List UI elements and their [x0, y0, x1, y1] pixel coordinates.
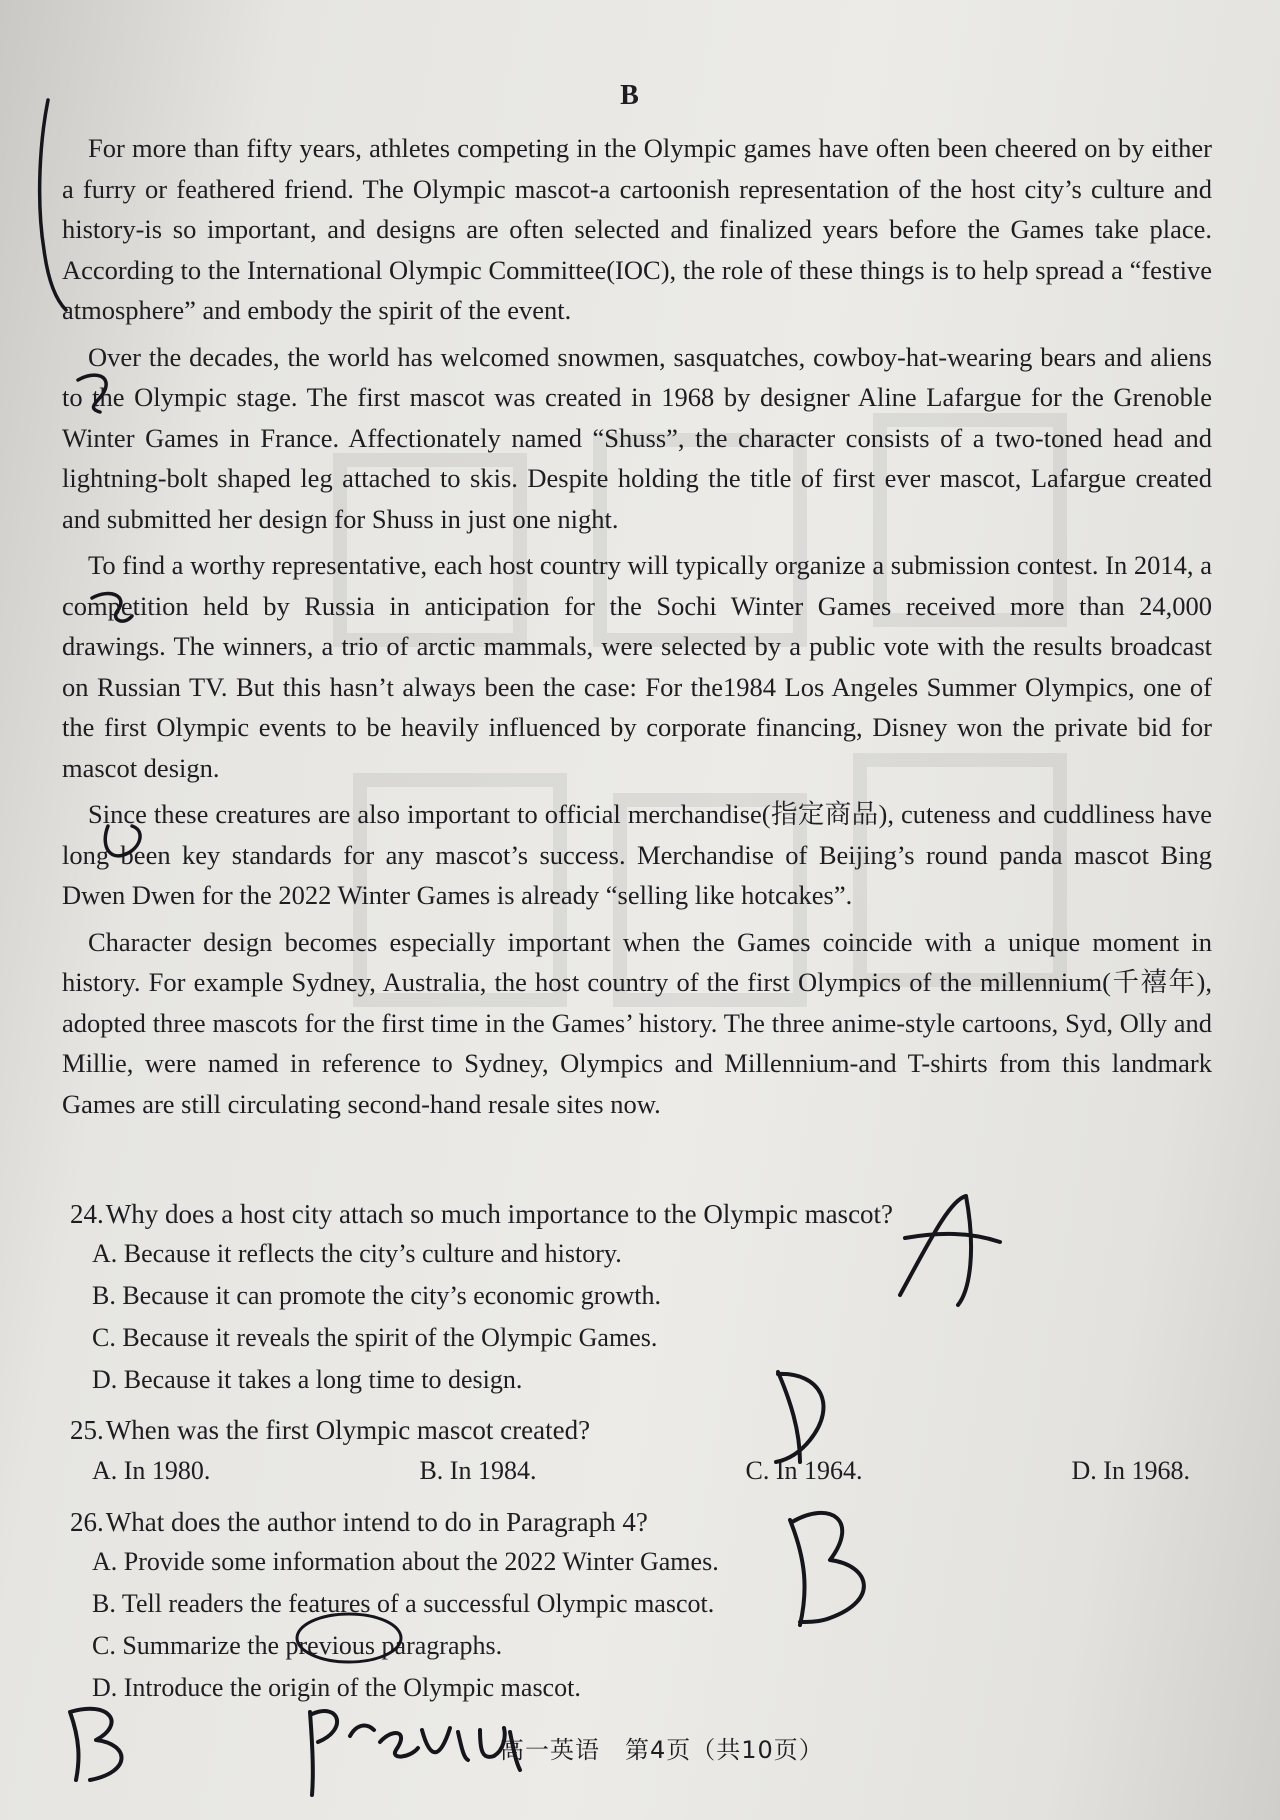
option-a[interactable]: A. Because it reflects the city’s culture and history.	[92, 1239, 622, 1268]
option-a[interactable]: A. Provide some information about the 2022 Winter Games.	[92, 1547, 719, 1576]
option-c[interactable]: C. In 1964.	[745, 1456, 863, 1485]
question-number: 26.	[70, 1507, 104, 1537]
handwritten-answer-b-bottom	[70, 1709, 122, 1780]
option-row	[70, 1449, 1210, 1493]
paragraph-2: Over the decades, the world has welcomed snowmen, sasquatches, cowboy-hat-wearing bears and aliens to the Olympic stage. The first mascot was created in 1968 by designer Aline Lafargue for the Grenoble Winter Games in France. Affectionately named “Shuss”, the character consists of a two-toned head and lightning-bolt shaped leg attached to skis. Despite holding the title of first ever mascot, Lafargue created and submitted her design for Shuss in just one night.	[62, 341, 1212, 534]
paragraph-1: For more than fifty years, athletes competing in the Olympic games have often been cheered on by either a furry or feathered friend. The Olympic mascot-a cartoonish representation of the host city’s culture and history-is so important, and designs are often selected and finalized years before the Games take place. According to the International Olympic Committee(IOC), the role of these things is to help spread a “festive atmosphere” and embody the spirit of the event.	[62, 133, 1212, 325]
paragraph-3: To find a worthy representative, each host country will typically organize a submission contest. In 2014, a competition held by Russia in anticipation for the Sochi Winter Games received more than 24,000 drawings. The winners, a trio of arctic mammals, were selected by a public vote with the results broadcast on Russian TV. But this hasn’t always been the case: For the1984 Los Angeles Summer Olympics, one of the first Olympic events to be heavily influenced by corporate financing, Disney won the private bid for mascot design.	[62, 550, 1212, 783]
option-d[interactable]: D. Because it takes a long time to design.	[92, 1365, 523, 1394]
option-c[interactable]: C. Summarize the previous paragraphs.	[92, 1631, 503, 1660]
page-footer: 高一英语 第4页（共10页）	[500, 1736, 824, 1764]
reading-passage	[62, 128, 1212, 1130]
question-24	[70, 1195, 1210, 1401]
question-stem	[70, 1195, 1210, 1233]
option-b[interactable]: B. In 1984.	[419, 1456, 537, 1485]
option-d[interactable]: D. Introduce the origin of the Olympic mascot.	[92, 1673, 581, 1702]
question-text: When was the first Olympic mascot created?	[105, 1415, 591, 1445]
question-text: What does the author intend to do in Paragraph 4?	[105, 1507, 648, 1537]
question-stem	[70, 1503, 1210, 1541]
question-number: 25.	[70, 1415, 104, 1445]
question-number: 24.	[70, 1199, 104, 1229]
question-list	[70, 1195, 1210, 1719]
option-b[interactable]: B. Tell readers the features of a successful Olympic mascot.	[92, 1589, 715, 1618]
handwritten-word-previous	[310, 1711, 520, 1795]
option-b[interactable]: B. Because it can promote the city’s economic growth.	[92, 1281, 661, 1310]
option-c[interactable]: C. Because it reveals the spirit of the Olympic Games.	[92, 1323, 658, 1352]
question-text: Why does a host city attach so much importance to the Olympic mascot?	[105, 1199, 894, 1229]
question-stem	[70, 1411, 1210, 1449]
option-a[interactable]: A. In 1980.	[92, 1456, 211, 1485]
paragraph-4: Since these creatures are also important to official merchandise(指定商品), cuteness and cuddliness have long been key standards for any mascot’s success. Merchandise of Beijing’s round panda mascot Bing Dwen Dwen for the 2022 Winter Games is already “selling like hotcakes”.	[62, 799, 1212, 910]
option-d[interactable]: D. In 1968.	[1071, 1456, 1190, 1485]
paragraph-5: Character design becomes especially important when the Games coincide with a unique moment in history. For example Sydney, Australia, the host country of the first Olympics of the millennium(千禧年), adopted three mascots for the first time in the Games’ history. The three anime-style cartoons, Syd, Olly and Millie, were named in reference to Sydney, Olympics and Millennium-and T-shirts from this landmark Games are still circulating second-hand resale sites now.	[62, 926, 1212, 1119]
question-26	[70, 1503, 1210, 1709]
section-letter: B	[620, 80, 640, 111]
question-25	[70, 1411, 1210, 1493]
